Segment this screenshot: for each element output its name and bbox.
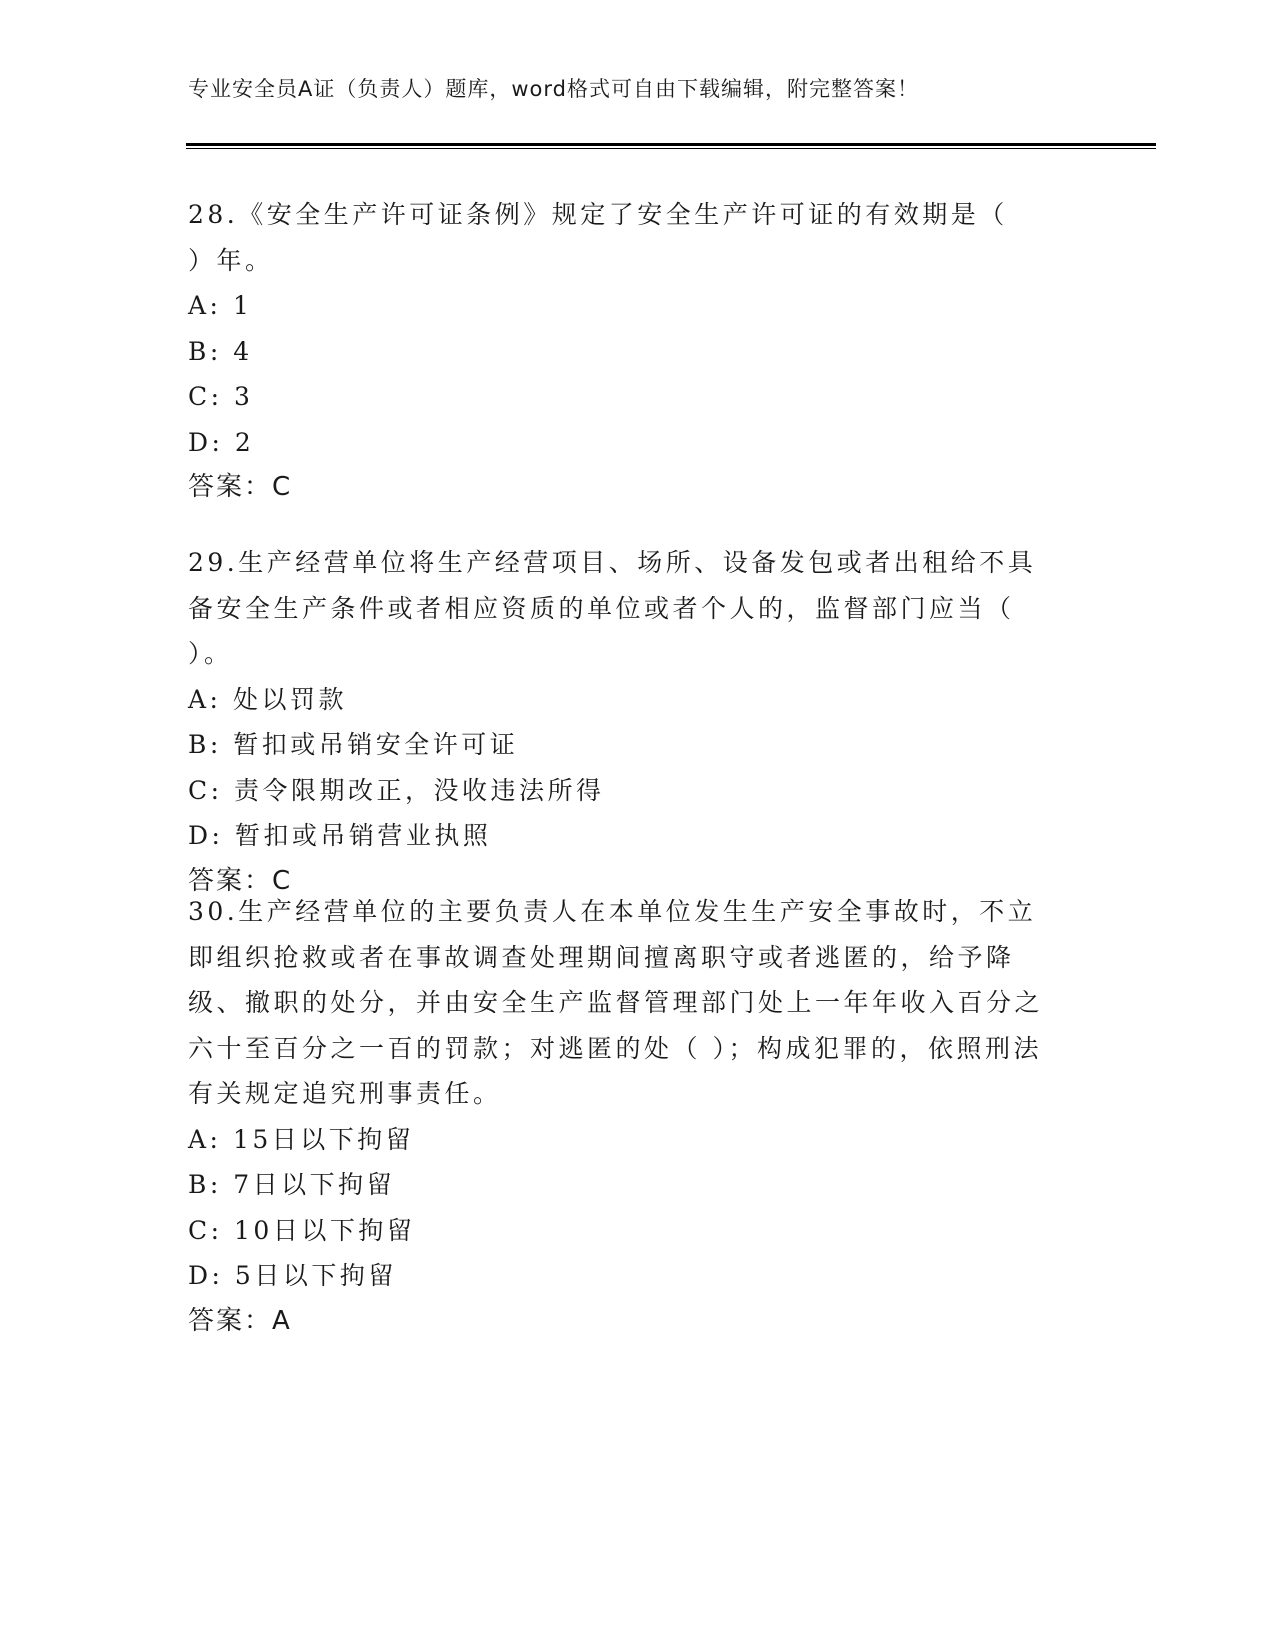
option-key: C:: [188, 775, 223, 805]
question-stem: 29.生产经营单位将生产经营项目、场所、设备发包或者出租给不具备安全生产条件或者相应资质的单位或者个人的，监督部门应当（ ）。: [188, 548, 1037, 668]
option-c: [188, 374, 1088, 420]
option-text: 1: [232, 291, 253, 320]
option-text: 2: [234, 427, 255, 457]
option-a: [188, 1117, 1088, 1163]
question-30: [188, 889, 1088, 1344]
header-divider-thin: [186, 148, 1156, 149]
option-d: [188, 1253, 1088, 1299]
option-key: D:: [188, 821, 224, 850]
option-key: A:: [188, 684, 222, 714]
option-b: [188, 1162, 1088, 1208]
header-divider: [186, 143, 1156, 151]
question-29: [188, 540, 1088, 904]
option-key: A:: [188, 291, 222, 320]
option-b: [188, 722, 1088, 768]
option-c: [188, 768, 1088, 814]
option-text: 暂扣或吊销营业执照: [234, 821, 492, 850]
option-text: 7日以下拘留: [233, 1170, 396, 1199]
option-d: [188, 813, 1088, 859]
question-stem: 28.《安全生产许可证条例》规定了安全生产许可证的有效期是（ ）年。: [188, 200, 1008, 275]
option-key: C:: [188, 382, 223, 411]
option-text: 15日以下拘留: [232, 1124, 415, 1154]
option-key: B:: [188, 336, 222, 366]
answer-label: 答案：C: [188, 865, 293, 896]
question-28: [188, 192, 1088, 511]
option-text: 10日以下拘留: [234, 1215, 416, 1245]
option-b: [188, 329, 1088, 375]
option-c: [188, 1208, 1088, 1254]
option-key: B:: [188, 1170, 222, 1199]
option-a: [188, 677, 1088, 723]
option-key: B:: [188, 730, 222, 759]
header-divider-thick: [186, 143, 1156, 146]
option-key: D:: [188, 427, 224, 457]
option-key: A:: [188, 1124, 222, 1154]
option-text: 暂扣或吊销安全许可证: [233, 730, 519, 759]
option-text: 处以罚款: [232, 684, 347, 714]
option-key: D:: [188, 1261, 224, 1290]
option-key: C:: [188, 1215, 223, 1245]
option-text: 3: [234, 382, 254, 411]
option-a: [188, 283, 1088, 329]
answer-label: 答案：A: [188, 1305, 292, 1336]
option-text: 责令限期改正，没收违法所得: [234, 775, 605, 805]
page-header: 专业安全员A证（负责人）题库，word格式可自由下载编辑，附完整答案！: [188, 77, 919, 101]
option-text: 5日以下拘留: [234, 1261, 397, 1290]
option-d: [188, 420, 1088, 466]
answer-label: 答案：C: [188, 472, 293, 502]
option-text: 4: [233, 336, 253, 366]
question-stem: 30.生产经营单位的主要负责人在本单位发生生产安全事故时，不立即组织抢救或者在事故调查处理期间擅离职守或者逃匿的，给予降级、撤职的处分，并由安全生产监督管理部门处上一年年收入百分之六十至百分之一百的罚款；对逃匿的处（ ）；构成犯罪的，依照刑法有关规定追究刑事责任。: [188, 897, 1044, 1108]
